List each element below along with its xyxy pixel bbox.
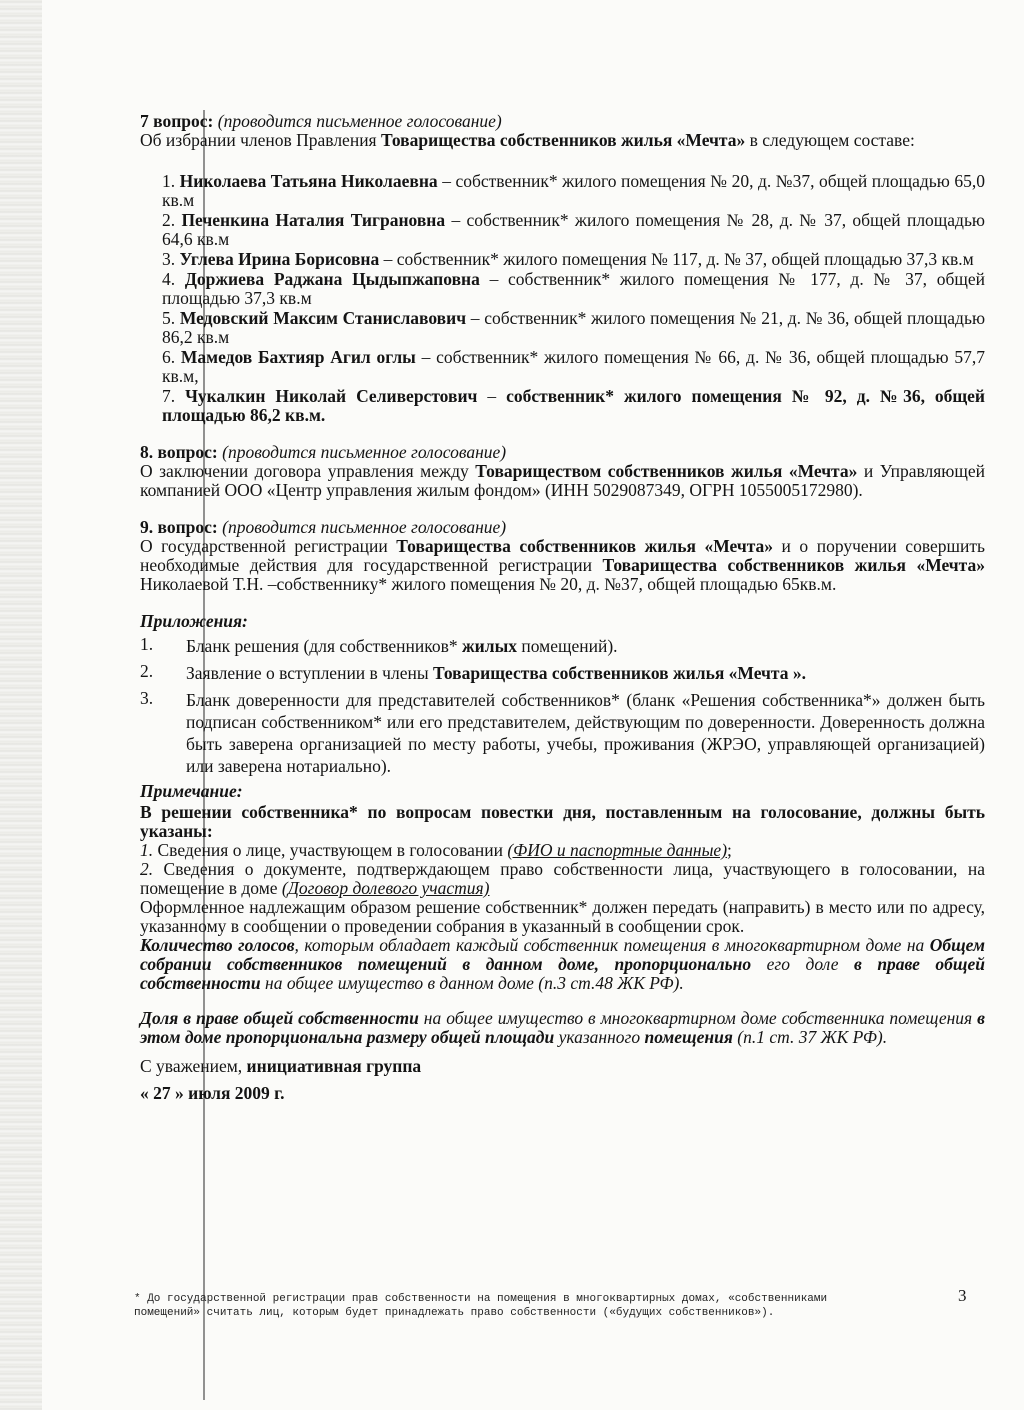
question-7	[140, 112, 985, 425]
board-member-details: собственник* жилого помещения № 177, д. № 37, общей площадью 37,3 кв.м	[162, 269, 986, 308]
footnote: * До государственной регистрации прав собственности на помещения в многоквартирных домах, «собственниками помещений» считать лиц, которым будет принадлежать право собственности («будущих собственников»).	[134, 1293, 828, 1319]
question-9	[140, 518, 985, 594]
board-member-name: Углева Ирина Борисовна	[179, 249, 380, 269]
question-7-heading	[140, 112, 985, 131]
question-8-label: 8. вопрос:	[140, 442, 218, 462]
note-title: Примечание:	[140, 781, 243, 801]
appendix-item: 1. Бланк решения (для собственников* жилых помещений).	[140, 634, 618, 656]
board-member-details: собственник* жилого помещения № 21, д. № 36, общей площадью 86,2 кв.м	[162, 308, 986, 347]
appendix-item: 2. Заявление о вступлении в члены Товарищества собственников жилья «Мечта ».	[140, 661, 806, 683]
board-member-name: Николаева Татьяна Николаевна	[179, 171, 438, 191]
board-member-details: собственник* жилого помещения № 20, д. №37, общей площадью 65,0 кв.м	[162, 171, 985, 210]
signature-line: С уважением, инициативная группа	[140, 1056, 422, 1076]
board-member-details: собственник* жилого помещения № 92, д. №36, общей площадью 86,2 кв.м.	[162, 386, 986, 425]
appendix-title: Приложения:	[140, 611, 248, 631]
board-member-item: 3. Углева Ирина Борисовна – собственник* жилого помещения № 117, д. № 37, общей площадью 37,3 кв.м	[162, 249, 974, 269]
board-member-name: Доржиева Раджана Цыдыпжаповна	[184, 269, 480, 289]
question-8-note: (проводится письменное голосование)	[222, 442, 507, 462]
board-member-name: Медовский Максим Станиславович	[179, 308, 467, 328]
question-9-label: 9. вопрос:	[140, 517, 218, 537]
question-8-heading	[140, 443, 985, 462]
board-member-item: 2. Печенкина Наталия Тиграновна – собственник* жилого помещения № 28, д. № 37, общей площадью 64,6 кв.м	[162, 210, 986, 249]
question-7-label: 7 вопрос:	[140, 111, 214, 131]
page-number: 3	[958, 1286, 967, 1305]
share-paragraph: Доля в праве общей собственности на общее имущество в многоквартирном доме собственника помещения в этом доме пропорциональна размеру общей площади указанного помещения (п.1 ст. 37 ЖК РФ).	[140, 1008, 985, 1047]
board-members-list	[140, 172, 985, 425]
board-member-item: 4. Доржиева Раджана Цыдыпжаповна – собственник* жилого помещения № 177, д. № 37, общей площадью 37,3 кв.м	[162, 269, 986, 308]
board-member-name: Печенкина Наталия Тиграновна	[181, 210, 446, 230]
question-9-note: (проводится письменное голосование)	[222, 517, 507, 537]
board-member-item: 5. Медовский Максим Станиславович – собственник* жилого помещения № 21, д. № 36, общей площадью 86,2 кв.м	[162, 308, 986, 347]
board-member-name: Чукалкин Николай Селиверстович	[185, 386, 478, 406]
question-8	[140, 443, 985, 500]
document-date: « 27 » июля 2009 г.	[140, 1083, 285, 1103]
note-requirements: В решении собственника* по вопросам повестки дня, поставленным на голосование, должны быть указаны:	[140, 802, 985, 841]
votes-paragraph: Количество голосов, которым обладает каждый собственник помещения в многоквартирном доме на Общем собрании собственников помещений в данном доме, пропорционально его доле в праве общей собственности на общее имущество в данном доме (п.3 ст.48 ЖК РФ).	[140, 935, 985, 993]
board-member-details: собственник* жилого помещения № 28, д. № 37, общей площадью 64,6 кв.м	[162, 210, 986, 249]
question-7-text: Об избрании членов Правления Товарищества собственников жилья «Мечта» в следующем составе:	[140, 130, 915, 150]
note-paragraph: Оформленное надлежащим образом решение собственник* должен передать (направить) в место или по адресу, указанному в сообщении о проведении собрания в указанный в сообщении срок.	[140, 897, 985, 936]
appendix-list	[140, 635, 985, 777]
document-page	[140, 112, 985, 1103]
board-member-details: собственник* жилого помещения № 117, д. № 37, общей площадью 37,3 кв.м	[396, 249, 974, 269]
note-item-1: 1. Сведения о лице, участвующем в голосовании (ФИО и паспортные данные);	[140, 840, 732, 860]
question-9-text: О государственной регистрации Товарищества собственников жилья «Мечта» и о поручении совершить необходимые действия для государственной регистрации Товарищества собственников жилья «Мечта» Николаевой Т.Н. –собственнику* жилого помещения № 20, д. №37, общей площадью 65кв.м.	[140, 536, 985, 594]
board-member-name: Мамедов Бахтияр Агил оглы	[180, 347, 416, 367]
scan-edge-artifact	[0, 0, 42, 1410]
board-member-item: 6. Мамедов Бахтияр Агил оглы – собственник* жилого помещения № 66, д. № 36, общей площадью 57,7 кв.м,	[162, 347, 986, 386]
note-item-2: 2. Сведения о документе, подтверждающем право собственности лица, участвующего в голосовании, на помещение в доме (Договор долевого участия)	[140, 859, 985, 898]
board-member-item: 7. Чукалкин Николай Селиверстович – собственник* жилого помещения № 92, д. №36, общей площадью 86,2 кв.м.	[162, 386, 986, 425]
question-8-text: О заключении договора управления между Товариществом собственников жилья «Мечта» и Управляющей компанией ООО «Центр управления жилым фондом» (ИНН 5029087349, ОГРН 1055005172980).	[140, 461, 985, 500]
board-member-details: собственник* жилого помещения № 66, д. № 36, общей площадью 57,7 кв.м,	[162, 347, 986, 386]
board-member-item: 1. Николаева Татьяна Николаевна – собственник* жилого помещения № 20, д. №37, общей площадью 65,0 кв.м	[162, 171, 985, 210]
appendix-item: 3. Бланк доверенности для представителей собственников* (бланк «Решения собственника*» должен быть подписан собственником* или его представителем, действующим по доверенности. Доверенность должна быть заверена организацией по месту работы, учебы, проживания (ЖРЭО, управляющей организацией) или заверена нотариально).	[140, 688, 985, 776]
question-9-heading	[140, 518, 985, 537]
question-7-note: (проводится письменное голосование)	[217, 111, 502, 131]
